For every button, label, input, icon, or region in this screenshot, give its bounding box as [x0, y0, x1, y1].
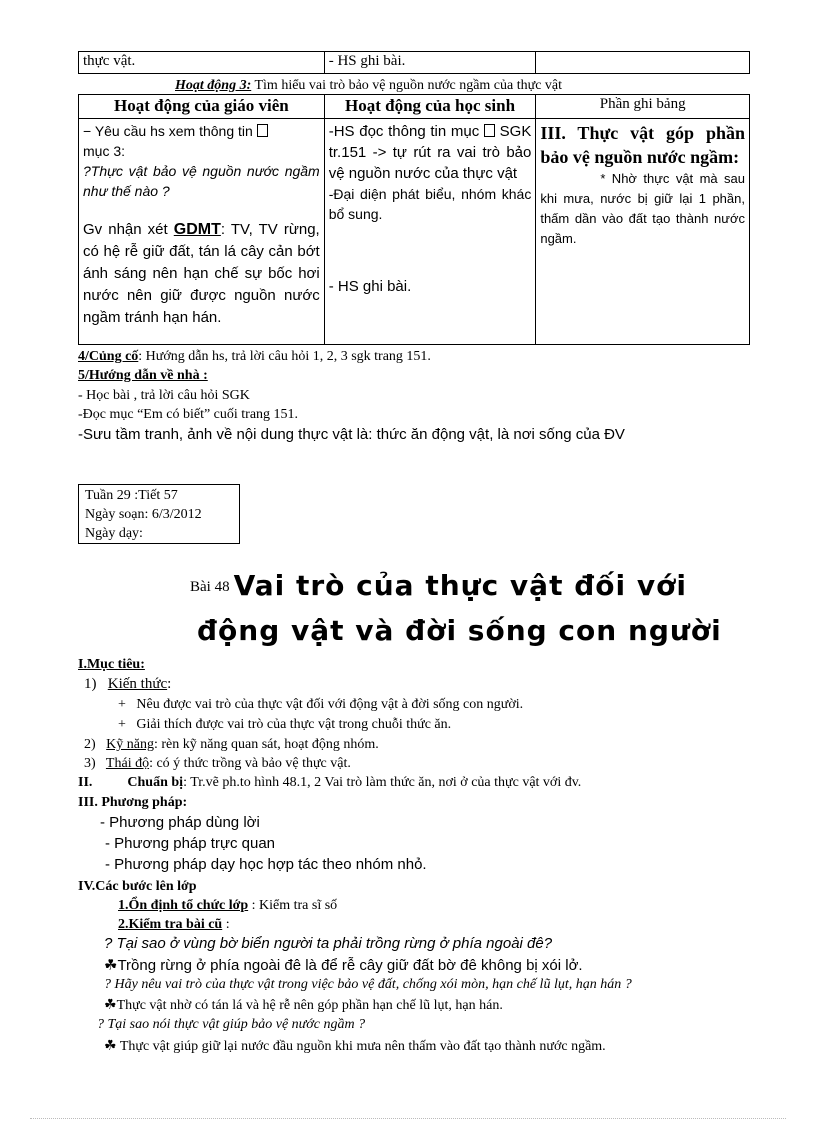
prep-num: II.: [78, 775, 93, 790]
skill-line: [84, 736, 379, 753]
answer-2-text: Thực vật nhờ có tán lá và hệ rễ nên góp phần hạn chế lũ lụt, hạn hán.: [116, 998, 503, 1013]
knowledge-num: 1): [84, 676, 97, 692]
header-board: Phần ghi bảng: [536, 95, 750, 119]
knowledge-item-2: + Giải thích được vai trò của thực vật trong chuỗi thức ăn.: [118, 717, 452, 732]
skill-label: Kỹ năng: [106, 737, 154, 752]
top-row-table: [78, 51, 750, 74]
top-row-cell-2: - HS ghi bài.: [324, 52, 536, 74]
method-item-1: - Phương pháp dùng lời: [100, 814, 260, 831]
lesson-number: Bài 48: [190, 579, 230, 595]
teacher-column: [79, 119, 325, 345]
activity3-rest: Tìm hiểu vai trò bảo vệ nguồn nước ngầm của thực vật: [251, 78, 563, 93]
lesson-title-1: Vai trò của thực vật đối với: [233, 569, 687, 602]
attitude-label: Thái độ: [105, 756, 150, 771]
teacher-question: ?Thực vật bảo vệ nguồn nước ngầm như thế nào ?: [83, 163, 320, 199]
knowledge-line: [84, 675, 171, 693]
info-prep-date: Ngày soạn: 6/3/2012: [85, 507, 202, 522]
homework-label: 5/Hướng dẫn về nhà :: [78, 368, 208, 383]
step-1-line: [118, 897, 337, 914]
lesson-title-line-1: [190, 569, 687, 602]
step-2-label: 2.Kiểm tra bài cũ: [118, 917, 223, 932]
step-2-colon: :: [222, 917, 230, 932]
objectives-heading: I.Mục tiêu:: [78, 657, 145, 672]
question-2: ? Hãy nêu vai trò của thực vật trong việc bảo vệ đất, chống xói mòn, hạn chế lũ lụt, hạn hán ?: [104, 977, 632, 992]
knowledge-item-2-text: Giải thích được vai trò của thực vật trong chuỗi thức ăn.: [136, 717, 452, 732]
activity-table: [78, 94, 750, 345]
answer-1: [104, 956, 583, 974]
prep-line: [78, 774, 581, 791]
answer-icon-1: ☘: [104, 957, 118, 974]
activity3-title: [175, 77, 562, 94]
step-1-label: 1.Ổn định tổ chức lớp: [118, 898, 249, 913]
prep-label: Chuẩn bị: [127, 775, 184, 790]
info-box: [78, 484, 240, 544]
page-bottom-rule: [30, 1118, 786, 1119]
teacher-instruction: − Yêu cầu hs xem thông tin: [83, 123, 253, 139]
steps-heading: IV.Các bước lên lớp: [78, 879, 197, 894]
student-read-b: SGK tr.151 -> tự rút ra vai trò bảo vệ nguồn nước của thực vật: [328, 123, 532, 182]
consolidate-text: : Hướng dẫn hs, trả lời câu hỏi 1, 2, 3 sgk trang 151.: [138, 349, 431, 364]
method-item-3: - Phương pháp dạy học hợp tác theo nhóm nhỏ.: [105, 856, 427, 873]
info-week: Tuần 29 :Tiết 57: [85, 488, 178, 503]
step-1-text: : Kiểm tra sĩ số: [251, 898, 338, 913]
answer-icon-3: ☘: [104, 1039, 117, 1054]
board-body: * Nhờ thực vật mà sau khi mưa, nước bị giữ lại 1 phần, thấm dần vào đất tạo thành nước ngầm.: [540, 171, 745, 246]
activity3-label: Hoạt động 3:: [175, 78, 252, 93]
book-icon-2: [484, 124, 495, 137]
question-3: ? Tại sao nói thực vật giúp bảo vệ nước ngầm ?: [97, 1017, 366, 1032]
skill-text: : rèn kỹ năng quan sát, hoạt động nhóm.: [154, 737, 379, 752]
answer-3: [104, 1038, 606, 1055]
gdmt-label: GDMT: [173, 221, 221, 238]
attitude-text: : có ý thức trồng và bảo vệ thực vật.: [149, 756, 351, 771]
skill-num: 2): [84, 737, 96, 752]
top-row-cell-3: [536, 52, 750, 74]
teacher-instruction-b: mục 3:: [83, 143, 126, 159]
knowledge-colon: :: [167, 676, 172, 692]
methods-heading: III. Phương pháp:: [78, 795, 188, 810]
answer-3-text: Thực vật giúp giữ lại nước đầu nguồn khi mưa nên thấm vào đất tạo thành nước ngầm.: [119, 1039, 606, 1054]
prep-text: : Tr.vẽ ph.to hình 48.1, 2 Vai trò làm thức ăn, nơi ở của thực vật với đv.: [183, 775, 582, 790]
knowledge-item-1-text: Nêu được vai trò của thực vật đối với động vật à đời sống con người.: [136, 697, 524, 712]
method-item-2: - Phương pháp trực quan: [105, 835, 276, 852]
header-student: Hoạt động của học sinh: [324, 95, 536, 119]
homework-item-2: -Đọc mục “Em có biết” cuối trang 151.: [78, 407, 299, 422]
top-row-cell-1: thực vật.: [79, 52, 325, 74]
header-teacher: Hoạt động của giáo viên: [79, 95, 325, 119]
student-discuss: -Đại diện phát biểu, nhóm khác bổ sung.: [328, 186, 532, 222]
attitude-line: [84, 755, 351, 772]
board-heading: III. Thực vật góp phần bảo vệ nguồn nước ngầm:: [540, 123, 745, 167]
consolidate-line: [78, 348, 431, 365]
student-column: [324, 119, 536, 345]
knowledge-item-1: + Nêu được vai trò của thực vật đối với động vật à đời sống con người.: [118, 697, 524, 712]
step-2-line: [118, 916, 230, 933]
homework-item-1: - Học bài , trả lời câu hỏi SGK: [78, 388, 250, 403]
answer-2: [104, 997, 503, 1014]
book-icon: [257, 124, 268, 137]
student-note: - HS ghi bài.: [328, 278, 412, 295]
question-1: ? Tại sao ở vùng bờ biển người ta phải trồng rừng ở phía ngoài đê?: [104, 935, 553, 952]
board-column: [536, 119, 750, 345]
teacher-comment-label: Gv nhận xét: [83, 221, 168, 238]
homework-item-3: -Sưu tầm tranh, ảnh về nội dung thực vật là: thức ăn động vật, là nơi sống của ĐV: [78, 426, 625, 443]
answer-icon-2: ☘: [104, 998, 117, 1013]
lesson-title-2: động vật và đời sống con người: [197, 614, 722, 647]
teacher-comment: [83, 219, 320, 329]
student-read: -HS đọc thông tin mục: [328, 123, 480, 140]
knowledge-label: Kiến thức: [107, 676, 168, 692]
teacher-comment-text: : TV, TV rừng, có hệ rễ giữ đất, tán lá cây cản bớt ánh sáng nên hạn chế sự bốc hơi nước nên giữ được nguồn nước ngầm tránh hạn hán.: [83, 221, 320, 326]
answer-1-text: Trồng rừng ở phía ngoài đê là để rễ cây giữ đất bờ đê không bị xói lở.: [117, 957, 583, 974]
consolidate-label: 4/Củng cố: [78, 349, 139, 364]
attitude-num: 3): [84, 756, 96, 771]
info-teach-date: Ngày dạy:: [85, 526, 143, 541]
